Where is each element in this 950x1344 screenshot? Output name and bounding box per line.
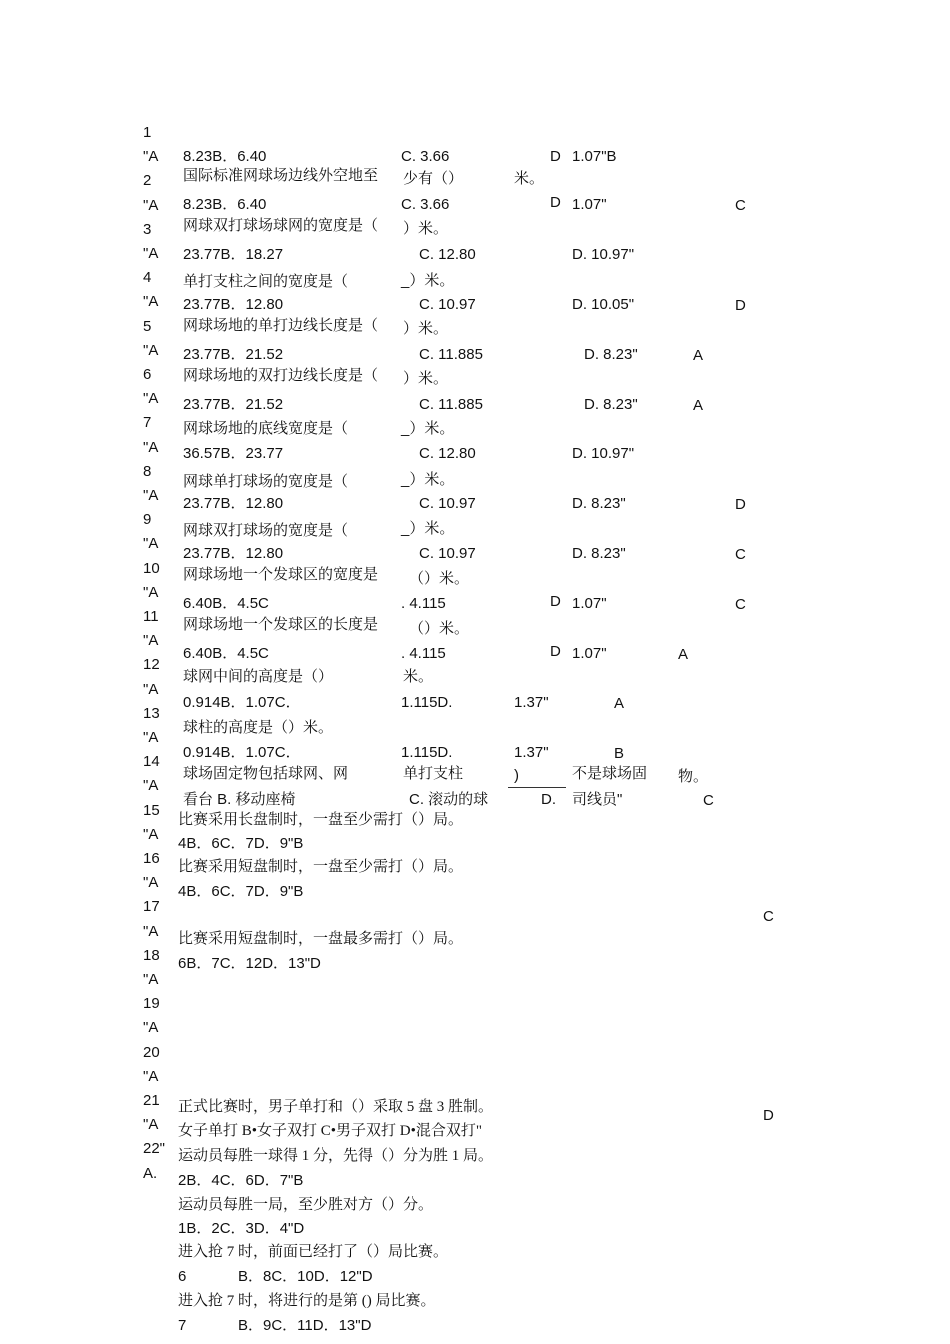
question-text: 23.77B．21.52 (183, 396, 284, 413)
question-text: C. 11.885 (419, 396, 483, 413)
question-number: 3 (143, 220, 152, 238)
question-number: "A (143, 922, 159, 940)
question-text: 6.40B．4.5C (183, 645, 269, 662)
question-text: （）米。 (409, 570, 470, 587)
question-text: A (678, 646, 689, 663)
question-text: C. 3.66 (401, 148, 450, 165)
question-text: 4B．6C．7D．9"B (178, 883, 304, 900)
question-text: D (550, 593, 561, 610)
question-text: 球场固定物包括球网、网 (183, 765, 349, 782)
question-number: 10 (143, 559, 160, 577)
question-text: 比赛采用长盘制时，一盘至少需打（）局。 (178, 812, 464, 828)
question-number: A. (143, 1164, 158, 1182)
question-text: 司线员" (572, 791, 623, 808)
question-text: 23.77B．21.52 (183, 346, 284, 363)
question-number: 14 (143, 753, 160, 771)
question-text: _）米。 (401, 520, 455, 537)
question-text: 网球双打球场的宽度是（ (183, 522, 349, 539)
question-text: 进入抢 7 时，前面已经打了（）局比赛。 (178, 1244, 449, 1260)
question-number: 8 (143, 462, 152, 480)
question-text: ）米。 (403, 370, 449, 387)
question-text: _）米。 (401, 471, 455, 488)
question-text: 23.77B．12.80 (183, 296, 284, 313)
question-text: 球柱的高度是（）米。 (183, 719, 334, 736)
question-text: A (693, 347, 704, 364)
question-number: "A (143, 1116, 159, 1134)
question-text: 网球双打球场球网的宽度是（ (183, 217, 379, 234)
question-number: 17 (143, 898, 160, 916)
question-text: 36.57B．23.77 (183, 445, 284, 462)
question-text: 1B．2C．3D．4"D (178, 1220, 305, 1237)
question-number: 21 (143, 1092, 160, 1109)
question-text: 网球单打球场的宽度是（ (183, 473, 349, 490)
question-number: 5 (143, 317, 152, 335)
question-text: 网球场地的双打边线长度是（ (183, 367, 379, 384)
question-text: C. 滚动的球 (409, 791, 489, 808)
question-text: D (735, 496, 746, 513)
question-number: 1 (143, 124, 152, 141)
question-text: D. 10.05" (572, 296, 635, 313)
question-number: "A (143, 632, 159, 650)
question-text: 单打支柱之间的宽度是（ (183, 273, 349, 290)
question-text: 6 (178, 1268, 187, 1285)
question-text: D (735, 297, 746, 314)
question-number: 7 (143, 414, 152, 432)
question-number: 13 (143, 704, 160, 722)
question-text: 6.40B．4.5C (183, 595, 269, 612)
question-text: D. 8.23" (584, 396, 638, 413)
question-text: 1.07" (572, 196, 607, 213)
question-number: 9 (143, 511, 152, 529)
question-text: 网球场地一个发球区的宽度是 (183, 566, 379, 583)
question-text: 网球场地的单打边线长度是（ (183, 317, 379, 334)
question-text: D (550, 643, 561, 660)
question-number: "A (143, 245, 159, 262)
question-text: 正式比赛时，男子单打和（）采取 5 盘 3 胜制。 (178, 1099, 494, 1115)
question-text: 1.37" (514, 694, 549, 711)
question-number: 19 (143, 995, 160, 1013)
question-number: 11 (143, 608, 159, 625)
question-text: D. 10.97" (572, 445, 635, 462)
question-text: 少有（） (403, 170, 464, 187)
question-number: "A (143, 825, 159, 843)
question-text: C. 11.885 (419, 346, 483, 363)
question-number: "A (143, 680, 159, 698)
question-number: "A (143, 487, 159, 504)
question-text: C. 10.97 (419, 545, 476, 562)
question-text: C. 12.80 (419, 445, 476, 462)
question-number: "A (143, 438, 159, 456)
question-number: 16 (143, 850, 160, 867)
question-text: D. (541, 791, 556, 808)
question-number: "A (143, 874, 159, 892)
question-text: 6B．7C．12D．13"D (178, 955, 321, 972)
question-text: （）米。 (409, 620, 470, 637)
question-text: ）米。 (403, 220, 449, 237)
question-text: 1.07" (572, 595, 607, 612)
question-text: ) (514, 767, 519, 784)
question-text: ）米。 (403, 320, 449, 337)
question-text: 1.07"B (572, 148, 617, 165)
question-number: "A (143, 971, 159, 988)
question-text: C (703, 792, 714, 809)
question-text: _）米。 (401, 272, 455, 289)
question-text: A (693, 397, 704, 414)
question-text: 网球场地的底线宽度是（ (183, 420, 349, 437)
question-text: . 4.115 (401, 645, 446, 662)
question-number: 18 (143, 946, 160, 964)
question-text: D (550, 148, 561, 165)
question-number: "A (143, 1067, 159, 1085)
question-text: D. 8.23" (584, 346, 638, 363)
question-text: B．9C．11D．13"D (238, 1317, 372, 1334)
question-text: 看台 B. 移动座椅 (183, 791, 296, 808)
question-text: 比赛采用短盘制时，一盘至少需打（）局。 (178, 859, 464, 875)
question-text: 8.23B．6.40 (183, 148, 267, 165)
question-number: "A (143, 777, 159, 795)
question-text: 不是球场固 (572, 765, 648, 782)
question-text: C. 3.66 (401, 196, 450, 213)
question-text: 球网中间的高度是（） (183, 668, 334, 685)
question-number: 22" (143, 1140, 166, 1158)
question-text: 23.77B．12.80 (183, 545, 284, 562)
question-text: C (763, 908, 774, 925)
question-text: 1.115D. (401, 744, 453, 761)
question-number: 12 (143, 656, 160, 674)
question-text: 7 (178, 1317, 187, 1334)
question-text: 网球场地一个发球区的长度是 (183, 616, 379, 633)
question-number: "A (143, 729, 159, 746)
question-text: C (735, 546, 746, 563)
question-text: 0.914B．1.07C． (183, 744, 301, 761)
blank-underline (508, 787, 566, 788)
question-text: 国际标准网球场边线外空地至 (183, 167, 379, 184)
question-text: _）米。 (401, 420, 455, 437)
question-number: 20 (143, 1043, 160, 1061)
question-number: "A (143, 1019, 159, 1037)
question-number: "A (143, 196, 159, 214)
question-text: D. 8.23" (572, 495, 626, 512)
question-text: . 4.115 (401, 595, 446, 612)
question-text: 运动员每胜一局，至少胜对方（）分。 (178, 1197, 434, 1213)
question-number: "A (143, 148, 159, 166)
question-text: 1.37" (514, 744, 549, 761)
question-text: 23.77B．12.80 (183, 495, 284, 512)
question-text: 物。 (678, 768, 709, 785)
question-text: B．8C．10D．12"D (238, 1268, 373, 1285)
question-text: D (550, 194, 561, 211)
question-text: A (614, 695, 625, 712)
question-text: 0.914B．1.07C． (183, 694, 301, 711)
question-text: 米。 (514, 170, 545, 187)
question-text: 进入抢 7 时，将进行的是第 () 局比赛。 (178, 1293, 436, 1309)
question-number: "A (143, 535, 159, 553)
question-number: 15 (143, 801, 160, 819)
question-text: 单打支柱 (403, 765, 464, 782)
question-text: D (763, 1107, 774, 1124)
question-number: "A (143, 583, 159, 601)
question-number: "A (143, 341, 159, 359)
question-number: "A (143, 390, 159, 408)
question-text: 23.77B．18.27 (183, 246, 284, 263)
question-text: C (735, 596, 746, 613)
question-text: D. 10.97" (572, 246, 635, 263)
question-text: B (614, 745, 625, 762)
question-number: 2 (143, 172, 152, 190)
question-number: 4 (143, 269, 152, 287)
question-text: C. 10.97 (419, 495, 476, 512)
question-text: 1.07" (572, 645, 607, 662)
question-text: 1.115D. (401, 694, 453, 711)
question-text: 比赛采用短盘制时，一盘最多需打（）局。 (178, 931, 464, 947)
question-text: 2B．4C．6D．7"B (178, 1172, 304, 1189)
question-text: 米。 (403, 668, 434, 685)
question-text: C (735, 197, 746, 214)
question-text: 运动员每胜一球得 1 分，先得（）分为胜 1 局。 (178, 1148, 494, 1164)
question-text: 女子单打 B•女子双打 C•男子双打 D•混合双打" (178, 1123, 482, 1139)
question-text: 8.23B．6.40 (183, 196, 267, 213)
question-text: 4B．6C．7D．9"B (178, 835, 304, 852)
question-text: C. 10.97 (419, 296, 476, 313)
question-number: "A (143, 293, 159, 311)
question-text: C. 12.80 (419, 246, 476, 263)
question-number: 6 (143, 366, 152, 383)
question-text: D. 8.23" (572, 545, 626, 562)
